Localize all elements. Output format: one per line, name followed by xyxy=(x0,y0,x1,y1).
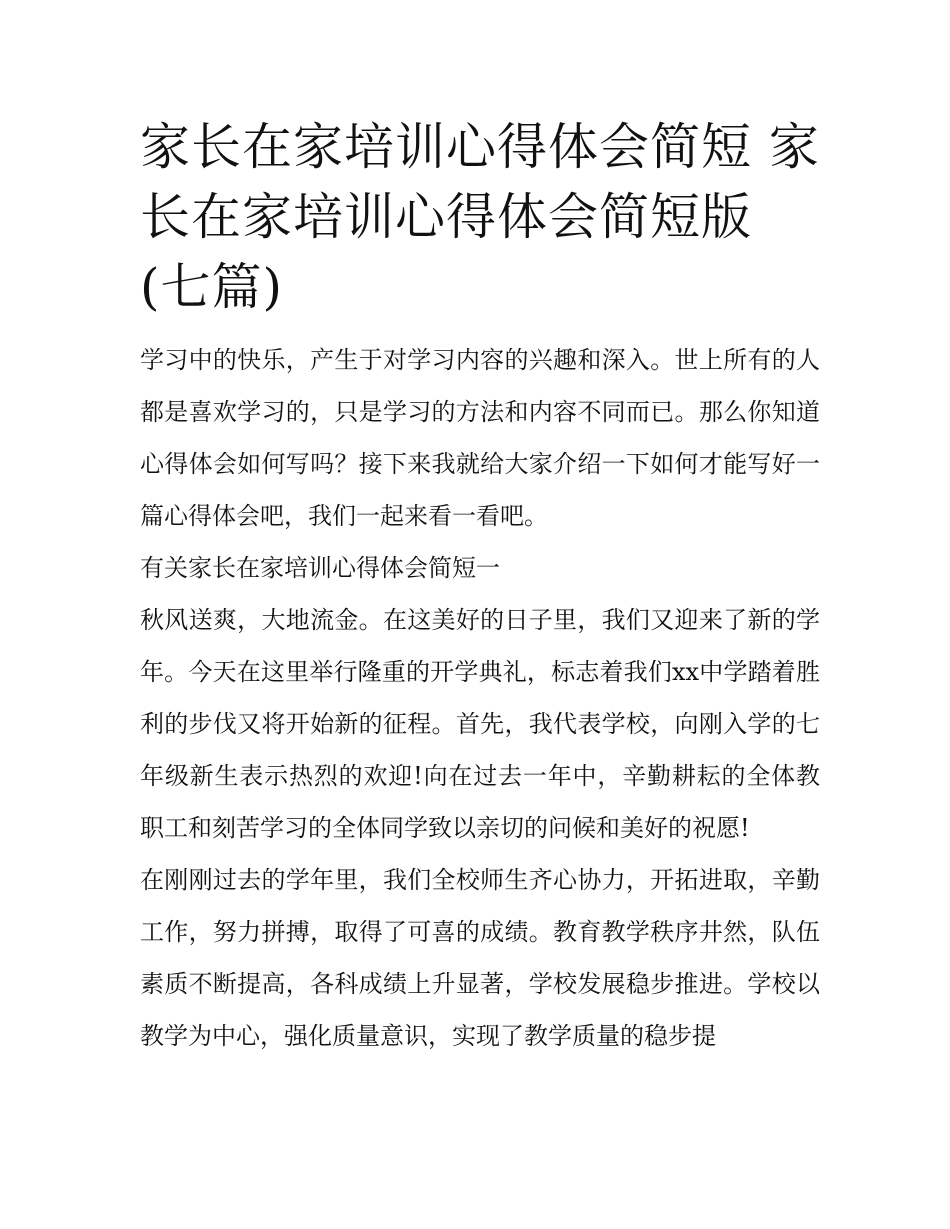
document-title: 家长在家培训心得体会简短 家长在家培训心得体会简短版(七篇) xyxy=(140,118,820,316)
section-heading: 有关家长在家培训心得体会简短一 xyxy=(140,554,500,582)
body-paragraph: 在刚刚过去的学年里，我们全校师生齐心协力，开拓进取，辛勤工作，努力拼搏，取得了可喜的成绩。教育教学秩序井然，队伍素质不断提高，各科成绩上升显著，学校发展稳步推进。学校以教学为中心，强化质量意识，实现了教学质量的稳步提 xyxy=(140,866,820,1050)
body-paragraph: 秋风送爽，大地流金。在这美好的日子里，我们又迎来了新的学年。今天在这里举行隆重的开学典礼，标志着我们xx中学踏着胜利的步伐又将开始新的征程。首先，我代表学校，向刚入学的七年级新生表示热烈的欢迎!向在过去一年中，辛勤耕耘的全体教职工和刻苦学习的全体同学致以亲切的问候和美好的祝愿! xyxy=(140,606,820,842)
document-content xyxy=(140,112,820,1062)
intro-paragraph: 学习中的快乐，产生于对学习内容的兴趣和深入。世上所有的人都是喜欢学习的，只是学习的方法和内容不同而已。那么你知道心得体会如何写吗？接下来我就给大家介绍一下如何才能写好一篇心得体会吧，我们一起来看一看吧。 xyxy=(140,346,820,530)
document-body xyxy=(140,334,820,1062)
